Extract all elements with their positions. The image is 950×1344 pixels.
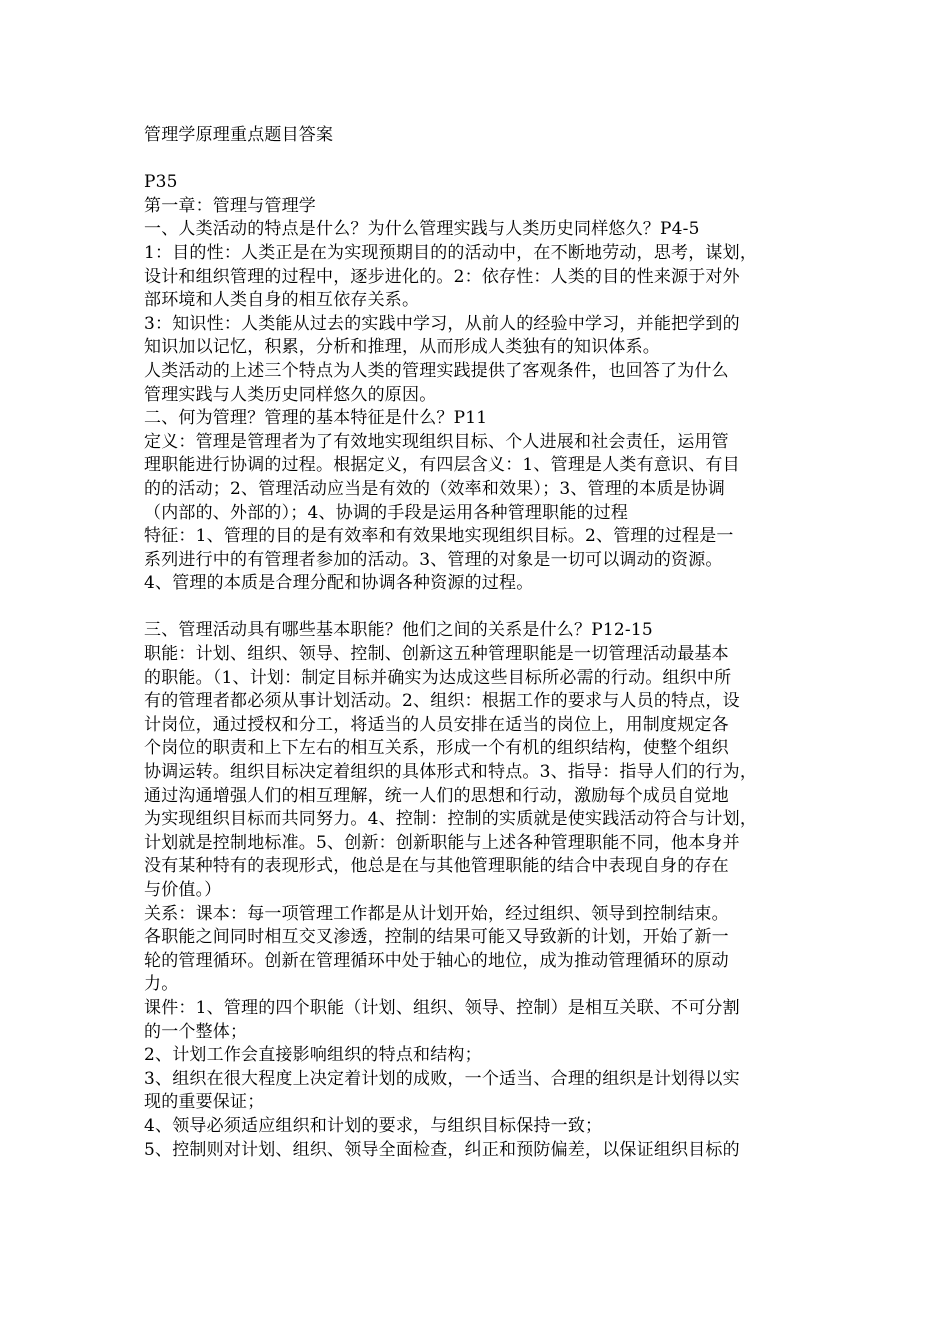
answer-line: 系列进行中的有管理者参加的活动。3、管理的对象是一切可以调动的资源。 bbox=[144, 549, 723, 570]
answer-line: 协调运转。组织目标决定着组织的具体形式和特点。3、指导：指导人们的行为， bbox=[144, 762, 758, 783]
answer-line: 与价值。） bbox=[144, 880, 222, 900]
blank-line bbox=[144, 148, 814, 172]
answer-line: 轮的管理循环。创新在管理循环中处于轴心的地位，成为推动管理循环的原动 bbox=[144, 950, 729, 971]
answer-line: 职能：计划、组织、领导、控制、创新这五种管理职能是一切管理活动最基本 bbox=[144, 644, 729, 665]
answer-line: 定义：管理是管理者为了有效地实现组织目标、个人进展和社会责任，运用管 bbox=[144, 431, 729, 452]
answer-line: 3、组织在很大程度上决定着计划的成败，一个适当、合理的组织是计划得以实 bbox=[144, 1068, 740, 1089]
question-1: 一、人类活动的特点是什么？为什么管理实践与人类历史同样悠久？P4-5 bbox=[144, 219, 700, 240]
answer-line: 计划就是控制地标准。5、创新：创新职能与上述各种管理职能不同，他本身并 bbox=[144, 832, 740, 853]
answer-line: 个岗位的职责和上下左右的相互关系，形成一个有机的组织结构，使整个组织 bbox=[144, 738, 729, 759]
answer-line: 有的管理者都必须从事计划活动。2、组织：根据工作的要求与人员的特点，设 bbox=[144, 691, 740, 712]
answer-line: 1：目的性：人类正是在为实现预期目的的活动中，在不断地劳动，思考，谋划， bbox=[144, 242, 758, 263]
question-2: 二、何为管理？管理的基本特征是什么？P11 bbox=[144, 408, 488, 429]
question-3: 三、管理活动具有哪些基本职能？他们之间的关系是什么？P12-15 bbox=[144, 620, 653, 641]
answer-line: 特征：1、管理的目的是有效率和有效果地实现组织目标。2、管理的过程是一 bbox=[144, 526, 734, 547]
answer-line: 理职能进行协调的过程。根据定义，有四层含义：1、管理是人类有意识、有目 bbox=[144, 455, 740, 476]
answer-line: 的一个整体； bbox=[144, 1021, 248, 1042]
page-reference: P35 bbox=[144, 172, 178, 193]
answer-line: （内部的、外部的）；4、协调的手段是运用各种管理职能的过程 bbox=[144, 502, 629, 523]
answer-line: 3：知识性：人类能从过去的实践中学习，从前人的经验中学习，并能把学到的 bbox=[144, 313, 740, 334]
answer-line: 知识加以记忆，积累，分析和推理，从而形成人类独有的知识体系。 bbox=[144, 337, 660, 358]
answer-line: 力。 bbox=[144, 974, 179, 995]
answer-line: 4、领导必须适应组织和计划的要求，与组织目标保持一致； bbox=[144, 1115, 603, 1136]
document-body bbox=[144, 124, 814, 1162]
chapter-heading: 第一章：管理与管理学 bbox=[144, 195, 316, 216]
answer-line: 5、控制则对计划、组织、领导全面检查，纠正和预防偏差，以保证组织目标的 bbox=[144, 1139, 740, 1160]
answer-line: 人类活动的上述三个特点为人类的管理实践提供了客观条件，也回答了为什么 bbox=[144, 360, 729, 381]
answer-line: 关系：课本：每一项管理工作都是从计划开始，经过组织、领导到控制结束。 bbox=[144, 903, 729, 924]
answer-line: 设计和组织管理的过程中，逐步进化的。2：依存性：人类的目的性来源于对外 bbox=[144, 266, 740, 287]
answer-line: 计岗位，通过授权和分工，将适当的人员安排在适当的岗位上，用制度规定各 bbox=[144, 714, 729, 735]
answer-line: 通过沟通增强人们的相互理解，统一人们的思想和行动，激励每个成员自觉地 bbox=[144, 785, 729, 806]
answer-line: 没有某种特有的表现形式，他总是在与其他管理职能的结合中表现自身的存在 bbox=[144, 856, 729, 877]
answer-line: 课件：1、管理的四个职能（计划、组织、领导、控制）是相互关联、不可分割 bbox=[144, 997, 740, 1018]
document-title: 管理学原理重点题目答案 bbox=[144, 125, 334, 145]
answer-line: 现的重要保证； bbox=[144, 1092, 265, 1113]
answer-line: 部环境和人类自身的相互依存关系。 bbox=[144, 290, 420, 311]
answer-line: 的的活动；2、管理活动应当是有效的（效率和效果）；3、管理的本质是协调 bbox=[144, 478, 726, 499]
answer-line: 为实现组织目标而共同努力。4、控制：控制的实质就是使实践活动符合与计划， bbox=[144, 809, 758, 830]
answer-line: 4、管理的本质是合理分配和协调各种资源的过程。 bbox=[144, 573, 534, 594]
answer-line: 各职能之间同时相互交叉渗透，控制的结果可能又导致新的计划，开始了新一 bbox=[144, 927, 729, 948]
answer-line: 2、计划工作会直接影响组织的特点和结构； bbox=[144, 1045, 482, 1066]
blank-line bbox=[144, 596, 814, 620]
answer-line: 管理实践与人类历史同样悠久的原因。 bbox=[144, 384, 437, 405]
answer-line: 的职能。（1、计划：制定目标并确实为达成这些目标所必需的行动。组织中所 bbox=[144, 667, 732, 688]
